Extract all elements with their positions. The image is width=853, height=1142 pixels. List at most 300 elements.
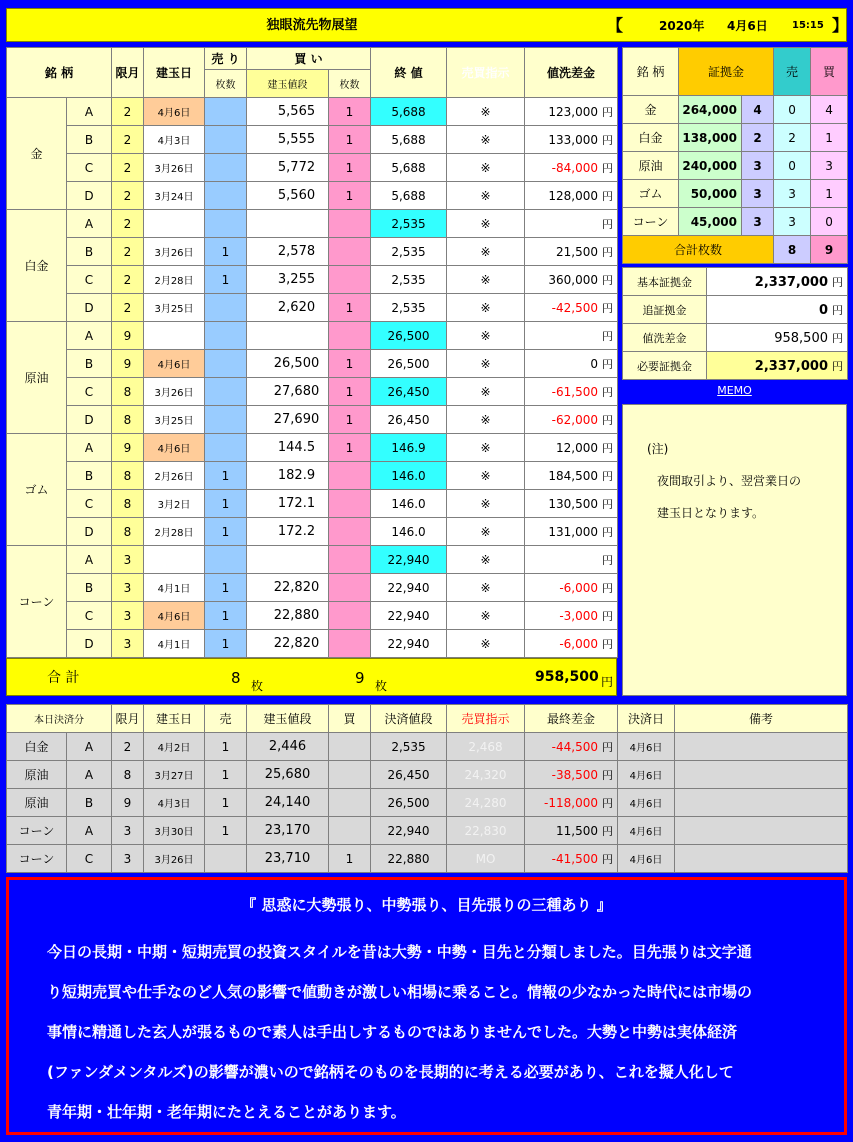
close-price: 5,688 bbox=[371, 98, 447, 126]
table-row bbox=[7, 126, 618, 154]
margin-sell: 3 bbox=[774, 180, 811, 208]
sell-qty bbox=[205, 378, 247, 406]
row-letter: A bbox=[67, 210, 112, 238]
commentary-title: 『 思惑に大勢張り、中勢張り、目先張りの三種あり 』 bbox=[241, 896, 612, 914]
settle-col-entry-date: 建玉日 bbox=[144, 705, 205, 733]
sell-qty bbox=[205, 322, 247, 350]
diff-unit: 円 bbox=[602, 441, 613, 455]
summary-label: 追証拠金 bbox=[623, 296, 707, 324]
close-price: 2,535 bbox=[371, 238, 447, 266]
settle-diff bbox=[525, 733, 618, 761]
memo-note-label: (注) bbox=[647, 442, 669, 456]
signal: ※ bbox=[447, 294, 525, 322]
settle-buy bbox=[329, 733, 371, 761]
month: 2 bbox=[112, 238, 144, 266]
entry-price: 22,820 bbox=[247, 574, 329, 602]
margin-sell: 0 bbox=[774, 96, 811, 124]
margin-buy: 4 bbox=[811, 96, 848, 124]
diff-value: 21,500 bbox=[556, 244, 598, 259]
diff bbox=[525, 490, 618, 518]
table-row bbox=[7, 210, 618, 238]
diff bbox=[525, 98, 618, 126]
summary-value-value: 2,337,000 bbox=[754, 358, 828, 374]
memo-line-1: 夜間取引より、翌営業日の bbox=[657, 474, 802, 488]
row-letter: A bbox=[67, 98, 112, 126]
table-row bbox=[7, 490, 618, 518]
settle-signal: MO bbox=[447, 845, 525, 873]
memo-link[interactable]: MEMO bbox=[622, 380, 847, 402]
buy-qty bbox=[329, 630, 371, 658]
margin-buy: 1 bbox=[811, 124, 848, 152]
signal: ※ bbox=[447, 406, 525, 434]
commentary-box bbox=[6, 877, 847, 1135]
settle-col-final-diff: 最終差金 bbox=[525, 705, 618, 733]
settle-diff-value: -38,500 bbox=[551, 767, 598, 782]
entry-price: 172.2 bbox=[247, 518, 329, 546]
settle-buy bbox=[329, 789, 371, 817]
margin-col-sell: 売 bbox=[774, 48, 811, 96]
entry-price bbox=[247, 546, 329, 574]
settle-entry-date: 3月26日 bbox=[144, 845, 205, 873]
entry-price: 27,690 bbox=[247, 406, 329, 434]
margin-qty: 4 bbox=[742, 96, 774, 124]
date-time: 15:15 bbox=[792, 20, 824, 31]
close-price: 146.0 bbox=[371, 518, 447, 546]
sell-qty: 1 bbox=[205, 518, 247, 546]
buy-qty: 1 bbox=[329, 350, 371, 378]
sell-qty bbox=[205, 210, 247, 238]
margin-row bbox=[623, 152, 848, 180]
close-price: 146.0 bbox=[371, 490, 447, 518]
entry-date bbox=[144, 546, 205, 574]
entry-date: 3月2日 bbox=[144, 490, 205, 518]
margin-row bbox=[623, 124, 848, 152]
settle-month: 3 bbox=[112, 845, 144, 873]
buy-qty bbox=[329, 546, 371, 574]
table-row bbox=[7, 406, 618, 434]
buy-qty: 1 bbox=[329, 294, 371, 322]
month: 2 bbox=[112, 126, 144, 154]
total-row bbox=[6, 658, 617, 696]
total-label: 合 計 bbox=[47, 670, 80, 686]
commentary-line: 今日の長期・中期・短期売買の投資スタイルを昔は大勢・中勢・目先と分類しました。目先張りは文字通 bbox=[47, 943, 752, 961]
row-letter: A bbox=[67, 434, 112, 462]
summary-label: 基本証拠金 bbox=[623, 268, 707, 296]
total-yen: 円 bbox=[601, 675, 614, 689]
buy-qty bbox=[329, 210, 371, 238]
col-buy-qty: 枚数 bbox=[329, 70, 371, 98]
entry-date: 3月26日 bbox=[144, 378, 205, 406]
col-entry-price: 建玉値段 bbox=[247, 70, 329, 98]
diff bbox=[525, 406, 618, 434]
margin-amount: 50,000 bbox=[679, 180, 742, 208]
settle-price: 22,940 bbox=[371, 817, 447, 845]
close-price: 26,450 bbox=[371, 378, 447, 406]
settle-entry-price: 23,710 bbox=[247, 845, 329, 873]
close-price: 26,500 bbox=[371, 350, 447, 378]
settle-col-settle-date: 決済日 bbox=[618, 705, 675, 733]
month: 2 bbox=[112, 266, 144, 294]
close-price: 22,940 bbox=[371, 602, 447, 630]
row-letter: D bbox=[67, 294, 112, 322]
row-letter: B bbox=[67, 126, 112, 154]
diff bbox=[525, 630, 618, 658]
settle-entry-date: 4月3日 bbox=[144, 789, 205, 817]
summary-value bbox=[707, 268, 848, 296]
settle-entry-price: 23,170 bbox=[247, 817, 329, 845]
settle-sell: 1 bbox=[205, 789, 247, 817]
col-signal: 売買指示 bbox=[447, 48, 525, 98]
month: 8 bbox=[112, 490, 144, 518]
diff-value: 128,000 bbox=[548, 188, 598, 203]
buy-qty bbox=[329, 518, 371, 546]
signal: ※ bbox=[447, 518, 525, 546]
table-row bbox=[7, 546, 618, 574]
settle-row bbox=[7, 845, 848, 873]
row-letter: B bbox=[67, 238, 112, 266]
diff bbox=[525, 546, 618, 574]
month: 2 bbox=[112, 182, 144, 210]
margin-sell: 3 bbox=[774, 208, 811, 236]
settle-remarks bbox=[675, 845, 848, 873]
entry-date bbox=[144, 322, 205, 350]
close-price: 146.9 bbox=[371, 434, 447, 462]
table-row bbox=[7, 462, 618, 490]
diff bbox=[525, 210, 618, 238]
settle-month: 9 bbox=[112, 789, 144, 817]
table-row bbox=[7, 630, 618, 658]
table-row bbox=[7, 434, 618, 462]
entry-date: 3月26日 bbox=[144, 238, 205, 266]
total-sell-unit: 枚 bbox=[251, 679, 264, 693]
diff bbox=[525, 182, 618, 210]
signal: ※ bbox=[447, 378, 525, 406]
settle-diff-value: -44,500 bbox=[551, 739, 598, 754]
settle-remarks bbox=[675, 817, 848, 845]
diff-unit: 円 bbox=[602, 133, 613, 147]
table-row bbox=[7, 266, 618, 294]
settle-diff bbox=[525, 789, 618, 817]
settle-price: 22,880 bbox=[371, 845, 447, 873]
summary-value-value: 958,500 bbox=[774, 330, 828, 346]
diff-unit: 円 bbox=[602, 357, 613, 371]
sell-qty bbox=[205, 350, 247, 378]
settle-entry-price: 24,140 bbox=[247, 789, 329, 817]
month: 9 bbox=[112, 322, 144, 350]
margin-amount: 45,000 bbox=[679, 208, 742, 236]
margin-col-brand: 銘 柄 bbox=[623, 48, 679, 96]
settle-diff bbox=[525, 761, 618, 789]
settle-brand: 白金 bbox=[7, 733, 67, 761]
sell-qty: 1 bbox=[205, 490, 247, 518]
close-price: 2,535 bbox=[371, 294, 447, 322]
margin-amount: 240,000 bbox=[679, 152, 742, 180]
entry-date: 3月25日 bbox=[144, 406, 205, 434]
margin-buy: 1 bbox=[811, 180, 848, 208]
settle-letter: A bbox=[67, 733, 112, 761]
settle-entry-price: 25,680 bbox=[247, 761, 329, 789]
table-row bbox=[7, 378, 618, 406]
settle-diff-value: -41,500 bbox=[551, 851, 598, 866]
diff-value: -84,000 bbox=[551, 160, 598, 175]
row-letter: D bbox=[67, 630, 112, 658]
table-row bbox=[7, 294, 618, 322]
diff-value: 133,000 bbox=[548, 132, 598, 147]
col-brand: 銘 柄 bbox=[7, 48, 112, 98]
settle-entry-date: 4月2日 bbox=[144, 733, 205, 761]
signal: ※ bbox=[447, 154, 525, 182]
summary-value bbox=[707, 352, 848, 380]
margin-row bbox=[623, 180, 848, 208]
summary-row bbox=[623, 296, 848, 324]
margin-brand: 白金 bbox=[623, 124, 679, 152]
margin-amount: 264,000 bbox=[679, 96, 742, 124]
settle-brand: コーン bbox=[7, 845, 67, 873]
close-price: 146.0 bbox=[371, 462, 447, 490]
margin-col-amount: 証拠金 bbox=[679, 48, 774, 96]
buy-qty: 1 bbox=[329, 182, 371, 210]
entry-date: 4月1日 bbox=[144, 574, 205, 602]
close-price: 2,535 bbox=[371, 266, 447, 294]
buy-qty: 1 bbox=[329, 378, 371, 406]
row-letter: D bbox=[67, 518, 112, 546]
diff-value: -3,000 bbox=[559, 608, 598, 623]
diff-value: 123,000 bbox=[548, 104, 598, 119]
month: 2 bbox=[112, 98, 144, 126]
total-buy-qty: 9 bbox=[355, 669, 365, 687]
close-price: 5,688 bbox=[371, 126, 447, 154]
settle-sell: 1 bbox=[205, 733, 247, 761]
summary-value bbox=[707, 324, 848, 352]
diff-unit: 円 bbox=[602, 469, 613, 483]
margin-brand: コーン bbox=[623, 208, 679, 236]
settle-buy bbox=[329, 817, 371, 845]
close-price: 26,450 bbox=[371, 406, 447, 434]
buy-qty: 1 bbox=[329, 98, 371, 126]
summary-label: 値洗差金 bbox=[623, 324, 707, 352]
close-price: 22,940 bbox=[371, 630, 447, 658]
row-letter: A bbox=[67, 322, 112, 350]
settle-date: 4月6日 bbox=[618, 733, 675, 761]
brand-name: コーン bbox=[7, 546, 67, 658]
diff bbox=[525, 322, 618, 350]
diff bbox=[525, 574, 618, 602]
date-day: 4月6日 bbox=[727, 19, 768, 33]
margin-brand: ゴム bbox=[623, 180, 679, 208]
margin-qty: 3 bbox=[742, 152, 774, 180]
header-bar bbox=[6, 8, 847, 42]
diff-value: 360,000 bbox=[548, 272, 598, 287]
entry-date: 4月6日 bbox=[144, 602, 205, 630]
settle-remarks bbox=[675, 733, 848, 761]
month: 9 bbox=[112, 434, 144, 462]
diff-unit: 円 bbox=[602, 609, 613, 623]
settle-month: 8 bbox=[112, 761, 144, 789]
buy-qty bbox=[329, 266, 371, 294]
entry-price: 3,255 bbox=[247, 266, 329, 294]
diff-unit: 円 bbox=[602, 161, 613, 175]
margin-buy: 3 bbox=[811, 152, 848, 180]
entry-date: 3月26日 bbox=[144, 154, 205, 182]
settle-date: 4月6日 bbox=[618, 761, 675, 789]
settle-remarks bbox=[675, 761, 848, 789]
settle-col-entry-price: 建玉値段 bbox=[247, 705, 329, 733]
diff-value: 130,500 bbox=[548, 496, 598, 511]
row-letter: C bbox=[67, 490, 112, 518]
summary-value-value: 0 bbox=[818, 302, 828, 318]
diff bbox=[525, 462, 618, 490]
row-letter: C bbox=[67, 602, 112, 630]
margin-brand: 金 bbox=[623, 96, 679, 124]
table-row bbox=[7, 154, 618, 182]
entry-price: 27,680 bbox=[247, 378, 329, 406]
commentary-line: り短期売買や仕手なのど人気の影響で値動きが激しい相場に乗ること。情報の少なかった時代には市場の bbox=[47, 983, 753, 1001]
date-bracket-left: 【 bbox=[607, 16, 624, 35]
sell-qty: 1 bbox=[205, 602, 247, 630]
summary-value-unit: 円 bbox=[832, 275, 843, 289]
buy-qty bbox=[329, 462, 371, 490]
settle-date: 4月6日 bbox=[618, 845, 675, 873]
summary-label: 必要証拠金 bbox=[623, 352, 707, 380]
signal: ※ bbox=[447, 322, 525, 350]
settle-signal: 2,468 bbox=[447, 733, 525, 761]
row-letter: D bbox=[67, 406, 112, 434]
diff-value: 184,500 bbox=[548, 468, 598, 483]
settle-diff-value: 11,500 bbox=[556, 823, 598, 838]
settle-buy: 1 bbox=[329, 845, 371, 873]
margin-row bbox=[623, 208, 848, 236]
entry-price: 22,820 bbox=[247, 630, 329, 658]
entry-date: 4月6日 bbox=[144, 434, 205, 462]
settle-remarks bbox=[675, 789, 848, 817]
settle-letter: B bbox=[67, 789, 112, 817]
settle-diff-value: -118,000 bbox=[544, 795, 598, 810]
row-letter: A bbox=[67, 546, 112, 574]
diff bbox=[525, 238, 618, 266]
entry-price: 26,500 bbox=[247, 350, 329, 378]
signal: ※ bbox=[447, 266, 525, 294]
sell-qty: 1 bbox=[205, 238, 247, 266]
brand-name: 原油 bbox=[7, 322, 67, 434]
settle-col-month: 限月 bbox=[112, 705, 144, 733]
margin-qty: 2 bbox=[742, 124, 774, 152]
signal: ※ bbox=[447, 126, 525, 154]
summary-row bbox=[623, 268, 848, 296]
diff bbox=[525, 294, 618, 322]
table-row bbox=[7, 602, 618, 630]
sell-qty: 1 bbox=[205, 462, 247, 490]
signal: ※ bbox=[447, 574, 525, 602]
total-buy-unit: 枚 bbox=[375, 679, 388, 693]
month: 8 bbox=[112, 462, 144, 490]
settle-brand: 原油 bbox=[7, 789, 67, 817]
close-price: 5,688 bbox=[371, 182, 447, 210]
month: 3 bbox=[112, 602, 144, 630]
row-letter: D bbox=[67, 182, 112, 210]
summary-value-unit: 円 bbox=[832, 331, 843, 345]
settle-diff bbox=[525, 845, 618, 873]
sell-qty: 1 bbox=[205, 266, 247, 294]
diff-unit: 円 bbox=[602, 413, 613, 427]
close-price: 26,500 bbox=[371, 322, 447, 350]
settle-sell bbox=[205, 845, 247, 873]
entry-date: 3月25日 bbox=[144, 294, 205, 322]
buy-qty bbox=[329, 602, 371, 630]
date-year: 2020年 bbox=[659, 19, 705, 33]
settle-col-buy: 買 bbox=[329, 705, 371, 733]
close-price: 22,940 bbox=[371, 574, 447, 602]
settle-buy bbox=[329, 761, 371, 789]
col-entry-date: 建玉日 bbox=[144, 48, 205, 98]
month: 8 bbox=[112, 518, 144, 546]
margin-total-buy: 9 bbox=[811, 236, 848, 264]
diff-unit: 円 bbox=[602, 525, 613, 539]
buy-qty bbox=[329, 238, 371, 266]
diff bbox=[525, 434, 618, 462]
table-row bbox=[7, 350, 618, 378]
memo-box bbox=[622, 404, 847, 696]
month: 2 bbox=[112, 210, 144, 238]
buy-qty: 1 bbox=[329, 406, 371, 434]
month: 8 bbox=[112, 406, 144, 434]
entry-date: 3月24日 bbox=[144, 182, 205, 210]
settle-col-remarks: 備考 bbox=[675, 705, 848, 733]
col-sell: 売 り bbox=[205, 48, 247, 70]
diff-value: -61,500 bbox=[551, 384, 598, 399]
summary-value bbox=[707, 296, 848, 324]
col-diff: 値洗差金 bbox=[525, 48, 618, 98]
row-letter: B bbox=[67, 350, 112, 378]
settle-sell: 1 bbox=[205, 761, 247, 789]
brand-name: ゴム bbox=[7, 434, 67, 546]
sell-qty bbox=[205, 182, 247, 210]
sell-qty bbox=[205, 154, 247, 182]
signal: ※ bbox=[447, 98, 525, 126]
row-letter: B bbox=[67, 462, 112, 490]
diff-unit: 円 bbox=[602, 245, 613, 259]
margin-buy: 0 bbox=[811, 208, 848, 236]
margin-qty: 3 bbox=[742, 208, 774, 236]
col-sell-qty: 枚数 bbox=[205, 70, 247, 98]
date-bracket-right: 】 bbox=[832, 16, 849, 35]
sell-qty bbox=[205, 98, 247, 126]
settle-date: 4月6日 bbox=[618, 817, 675, 845]
settle-letter: C bbox=[67, 845, 112, 873]
entry-price: 172.1 bbox=[247, 490, 329, 518]
month: 3 bbox=[112, 630, 144, 658]
row-letter: C bbox=[67, 266, 112, 294]
diff-value: 131,000 bbox=[548, 524, 598, 539]
settle-diff bbox=[525, 817, 618, 845]
total-sell-qty: 8 bbox=[231, 669, 241, 687]
settle-month: 2 bbox=[112, 733, 144, 761]
settle-diff-unit: 円 bbox=[602, 852, 613, 866]
margin-sell: 0 bbox=[774, 152, 811, 180]
entry-price: 2,620 bbox=[247, 294, 329, 322]
entry-price: 2,578 bbox=[247, 238, 329, 266]
settle-letter: A bbox=[67, 761, 112, 789]
commentary-line: (ファンダメンタルズ)の影響が濃いので銘柄そのものを長期的に考える必要があり、これを擬人化して bbox=[47, 1063, 734, 1081]
diff-unit: 円 bbox=[602, 189, 613, 203]
diff-value: 12,000 bbox=[556, 440, 598, 455]
settle-row bbox=[7, 789, 848, 817]
diff-value: -42,500 bbox=[551, 300, 598, 315]
signal: ※ bbox=[447, 490, 525, 518]
settle-diff-unit: 円 bbox=[602, 824, 613, 838]
month: 8 bbox=[112, 378, 144, 406]
diff-unit: 円 bbox=[602, 385, 613, 399]
table-row bbox=[7, 238, 618, 266]
